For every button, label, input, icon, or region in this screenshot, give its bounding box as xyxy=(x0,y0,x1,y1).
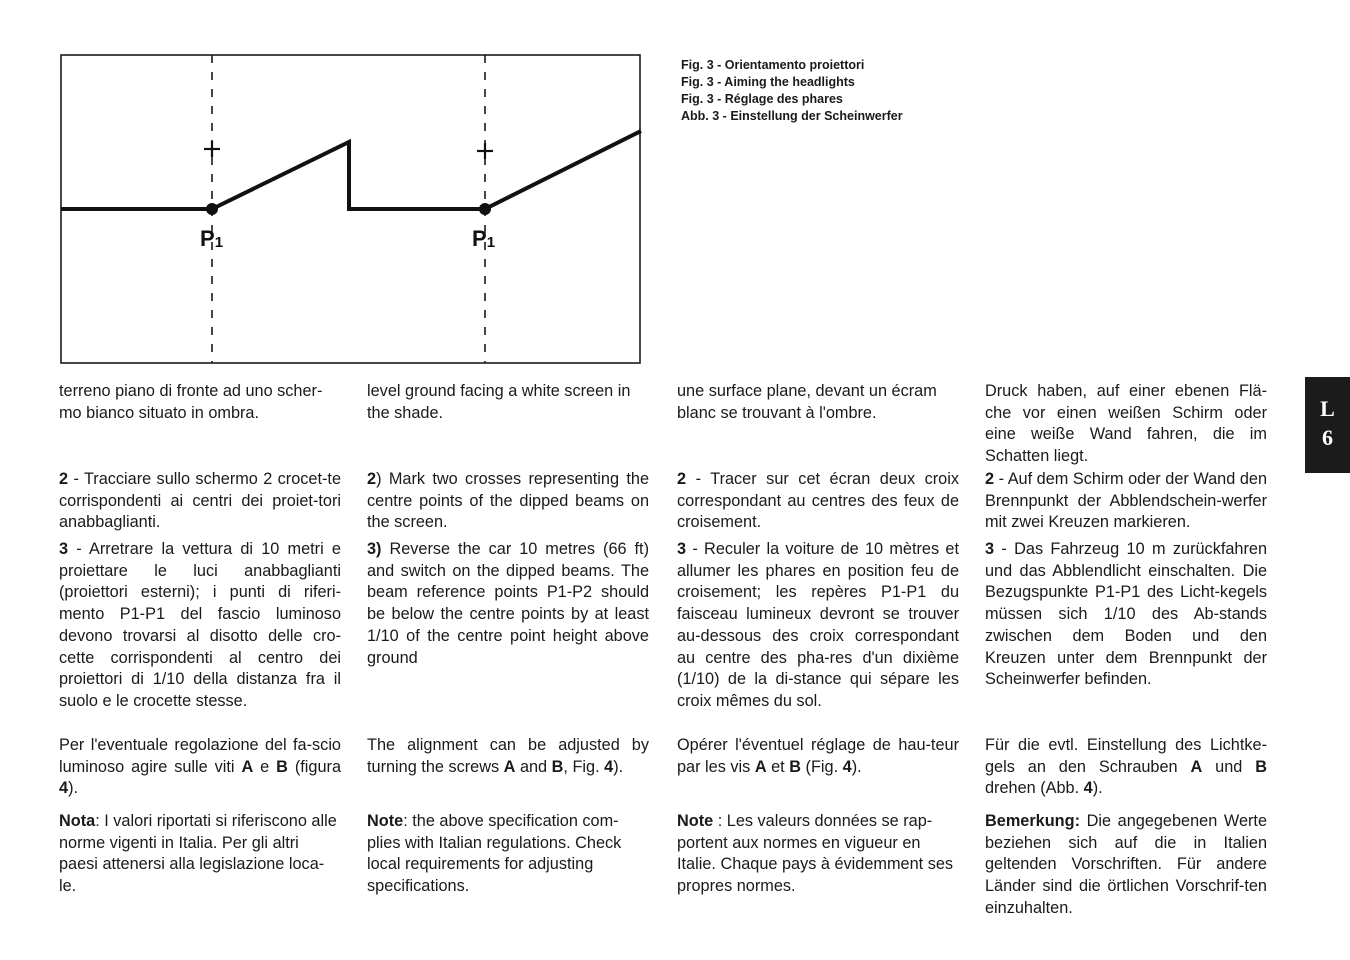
left-centre-cross xyxy=(204,141,220,157)
german-step-3: 3 - Das Fahrzeug 10 m zurückfahren und das Abblendlicht einschalten. Die Bezugspunkte P1-P1 des Licht-kegels müssen sich 1/10 des Ab-stands zwischen dem Boden und den Kreuzen unter dem Brennpunkt der Scheinwerfer befinden. xyxy=(985,540,1267,689)
caption-french: Fig. 3 - Réglage des phares xyxy=(681,92,843,106)
right-point-label: P1 xyxy=(472,226,496,251)
italian-step-3: 3 - Arretrare la vettura di 10 metri e proiettare le luci anabbaglianti (proiettori esterni); i punti di riferi-mento P1-P1 del fascio luminoso devono trovarsi al disotto delle cro-cette corrispondenti al centro dei proiettori di 1/10 della distanza fra il suolo e le crocette stesse. xyxy=(59,540,341,710)
caption-italian: Fig. 3 - Orientamento proiettori xyxy=(681,58,865,72)
french-adjustment: Opérer l'éventuel réglage de hau-teur par les vis A et B (Fig. 4). xyxy=(677,736,959,776)
left-point-label: P1 xyxy=(200,226,224,251)
english-adjustment: The alignment can be adjusted by turning the screws A and B, Fig. 4). xyxy=(367,736,649,776)
german-intro: Druck haben, auf einer ebenen Flä-che vor einen weißen Schirm oder eine weiße Wand fahren, die im Schatten liegt. xyxy=(985,382,1267,466)
french-note: Note : Les valeurs données se rap-portent aux normes en vigueur en Italie. Chaque pays à évidemment ses propres normes. xyxy=(677,812,954,896)
headlight-aiming-diagram xyxy=(58,52,644,368)
right-reference-point xyxy=(479,203,491,215)
italian-note: Nota: I valori riportati si riferiscono alle norme vigenti in Italia. Per gli altri paesi attenersi alla legislazione loca-le. xyxy=(59,812,337,896)
french-step-2: 2 - Tracer sur cet écran deux croix correspondant au centres des feux de croisement. xyxy=(677,470,959,532)
english-step-2: 2) Mark two crosses representing the centre points of the dipped beams on the screen. xyxy=(367,470,649,532)
english-intro: level ground facing a white screen in the shade. xyxy=(367,382,631,422)
english-step-3: 3) Reverse the car 10 metres (66 ft) and switch on the dipped beams. The beam reference points P1-P2 should be below the centre points by at least 1/10 of the centre point height above ground xyxy=(367,540,649,667)
section-tab-number: 6 xyxy=(1322,425,1333,450)
french-intro: une surface plane, devant un écram blanc se trouvant à l'ombre. xyxy=(677,382,937,422)
german-adjustment: Für die evtl. Einstellung des Lichtke-gels an den Schrauben A und B drehen (Abb. 4). xyxy=(985,736,1267,798)
italian-adjustment: Per l'eventuale regolazione del fa-scio luminoso agire sulle viti A e B (figura 4). xyxy=(59,736,341,798)
beam-cutoff-line xyxy=(61,131,641,209)
german-step-2: 2 - Auf dem Schirm oder der Wand den Brennpunkt der Abblendschein-werfer mit zwei Kreuzen markieren. xyxy=(985,470,1267,532)
french-step-3: 3 - Reculer la voiture de 10 mètres et allumer les phares en position feu de croisement; les repères P1-P1 du faisceau lumineux devront se trouver au-dessous des croix correspondant au centre des pha-res d'un dixième (1/10) de la di-stance qui sépare les croix mêmes du sol. xyxy=(677,540,959,710)
german-note: Bemerkung: Die angegebenen Werte beziehen sich auf die in Italien geltenden Vorschriften. Für andere Länder sind die örtlichen Vorschrif-ten einzuhalten. xyxy=(985,812,1267,917)
figure-captions xyxy=(681,57,903,125)
italian-intro: terreno piano di fronte ad uno scher-mo bianco situato in ombra. xyxy=(59,382,323,422)
section-tab-letter: L xyxy=(1320,396,1335,421)
left-reference-point xyxy=(206,203,218,215)
right-centre-cross xyxy=(477,143,493,159)
english-note: Note: the above specification com-plies with Italian regulations. Check local requirements for adjusting specifications. xyxy=(367,812,622,896)
caption-english: Fig. 3 - Aiming the headlights xyxy=(681,75,855,89)
caption-german: Abb. 3 - Einstellung der Scheinwerfer xyxy=(681,109,903,123)
section-tab xyxy=(1305,377,1350,473)
italian-step-2: 2 - Tracciare sullo schermo 2 crocet-te corrispondenti ai centri dei proiet-tori anabbaglianti. xyxy=(59,470,341,532)
